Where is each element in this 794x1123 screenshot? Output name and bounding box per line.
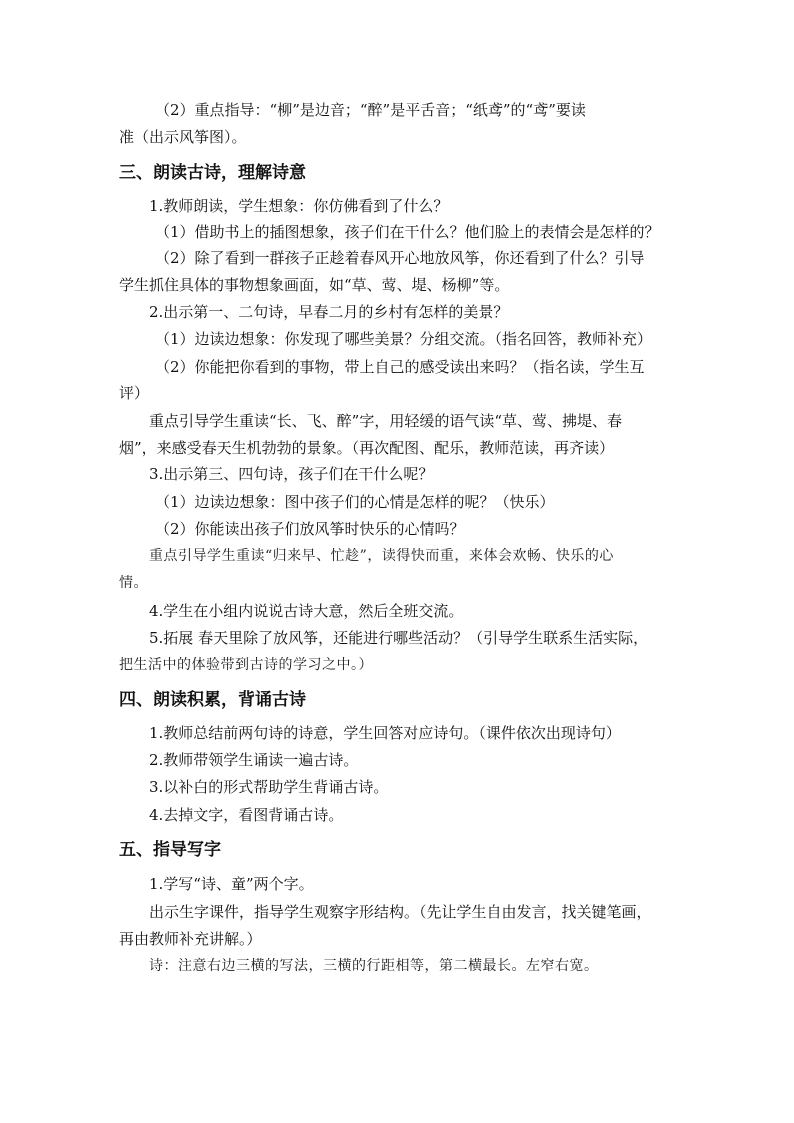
- section5-item-1a-line1: 出示生字课件，指导学生观察字形结构。（先让学生自由发言，找关键笔画，: [149, 903, 652, 921]
- section5-item-1: 1.学写“诗、童”两个字。: [149, 875, 314, 893]
- section4-item-2: 2.教师带领学生诵读一遍古诗。: [149, 751, 359, 769]
- section4-item-1: 1.教师总结前两句诗的诗意，学生回答对应诗句。（课件依次出现诗句）: [149, 724, 621, 742]
- paragraph-pronunciation-line1: （2）重点指导：“柳”是边音；“醉”是平舌音；“纸鸢”的“鸢”要读: [155, 101, 586, 119]
- section3-item-2: 2.出示第一、二句诗，早春二月的乡村有怎样的美景？: [149, 303, 509, 321]
- section3-item-1: 1.教师朗读，学生想象：你仿佛看到了什么？: [149, 197, 449, 215]
- section3-item-3b: （2）你能读出孩子们放风筝时快乐的心情吗？: [155, 520, 465, 538]
- section5-item-1a-line2: 再由教师补充讲解。）: [119, 930, 262, 948]
- section3-item-2c-line2: 烟”，来感受春天生机勃勃的景象。（再次配图、配乐，教师范读，再齐读）: [119, 439, 615, 457]
- section4-item-3: 3.以补白的形式帮助学生背诵古诗。: [149, 778, 389, 796]
- paragraph-pronunciation-line2: 准（出示风筝图）。: [119, 128, 247, 146]
- section3-item-1a: （1）借助书上的插图想象，孩子们在干什么？他们脸上的表情会是怎样的？: [155, 223, 660, 241]
- section3-item-4: 4.学生在小组内说说古诗大意，然后全班交流。: [149, 602, 464, 620]
- section3-item-5-line1: 5.拓展 春天里除了放风筝，还能进行哪些活动？（引导学生联系生活实际，: [149, 629, 649, 647]
- section3-item-2a: （1）边读边想象：你发现了哪些美景？分组交流。（指名回答，教师补充）: [155, 330, 653, 348]
- section4-item-4: 4.去掉文字，看图背诵古诗。: [149, 806, 344, 824]
- section-heading-4: 四、朗读积累，背诵古诗: [119, 690, 306, 710]
- section3-item-3c-line1: 重点引导学生重读“归来早、忙趁”，读得快而重，来体会欢畅、快乐的心: [149, 548, 614, 564]
- section3-item-1b-line1: （2）除了看到一群孩子正趁着春风开心地放风筝，你还看到了什么？引导: [155, 249, 645, 267]
- section3-item-3a: （1）边读边想象：图中孩子们的心情是怎样的呢？（快乐）: [155, 493, 555, 511]
- section3-item-2b-line2: 评）: [119, 384, 150, 402]
- section5-item-1b: 诗：注意右边三横的写法，三横的行距相等，第二横最长。左窄右宽。: [149, 958, 599, 974]
- section-heading-5: 五、指导写字: [119, 840, 221, 860]
- section3-item-3: 3.出示第三、四句诗，孩子们在干什么呢？: [149, 465, 434, 483]
- section3-item-3c-line2: 情。: [119, 575, 148, 591]
- section3-item-1b-line2: 学生抓住具体的事物想象画面，如“草、莺、堤、杨柳”等。: [119, 276, 510, 294]
- section3-item-5-line2: 把生活中的体验带到古诗的学习之中。）: [119, 657, 373, 673]
- section3-item-2c-line1: 重点引导学生重读“长、飞、醉”字，用轻缓的语气读“草、莺、拂堤、春: [149, 412, 623, 430]
- section-heading-3: 三、朗读古诗，理解诗意: [119, 163, 306, 183]
- section3-item-2b-line1: （2）你能把你看到的事物，带上自己的感受读出来吗？（指名读，学生互: [155, 358, 645, 376]
